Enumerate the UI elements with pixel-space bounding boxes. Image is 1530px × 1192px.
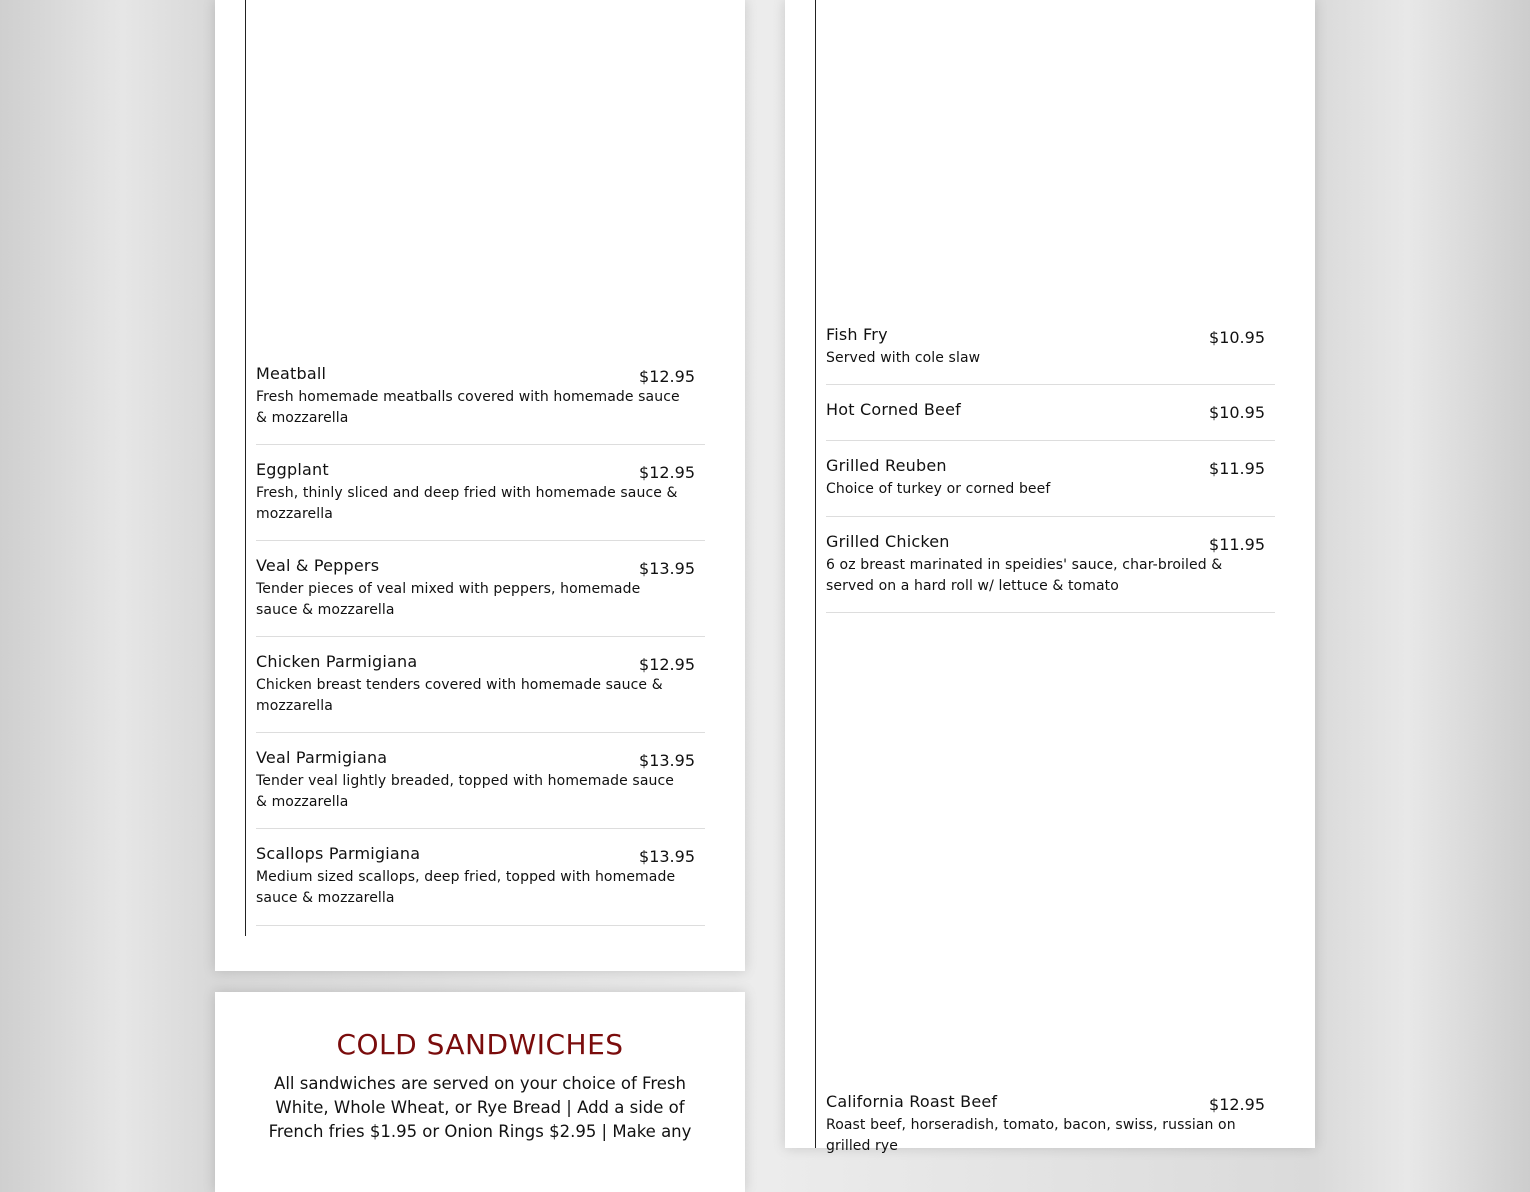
menu-item-description: Roast beef, horseradish, tomato, bacon, swiss, russian on grilled rye bbox=[826, 1117, 1236, 1154]
divider-line bbox=[245, 0, 246, 936]
cold-sandwiches-card bbox=[215, 992, 745, 1192]
menu-item-price: $10.95 bbox=[1209, 328, 1265, 347]
menu-item-description: Fresh, thinly sliced and deep fried with homemade sauce & mozzarella bbox=[256, 485, 678, 522]
menu-item-price: $12.95 bbox=[1209, 1095, 1265, 1114]
menu-item bbox=[256, 829, 705, 926]
menu-item-price: $13.95 bbox=[639, 751, 695, 770]
menu-item-name: Chicken Parmigiana bbox=[256, 652, 418, 671]
menu-item bbox=[826, 310, 1275, 385]
menu-item-price: $13.95 bbox=[639, 559, 695, 578]
section-title: COLD SANDWICHES bbox=[336, 1028, 624, 1061]
menu-item-description: Chicken breast tenders covered with homemade sauce & mozzarella bbox=[256, 677, 663, 714]
menu-item-description: Tender veal lightly breaded, topped with homemade sauce & mozzarella bbox=[256, 773, 674, 810]
menu-item bbox=[256, 445, 705, 541]
menu-item bbox=[826, 1077, 1275, 1167]
menu-item-price: $13.95 bbox=[639, 847, 695, 866]
menu-item-price: $12.95 bbox=[639, 463, 695, 482]
hot-sandwiches-card-right bbox=[785, 0, 1315, 1154]
menu-item-name: Veal Parmigiana bbox=[256, 748, 388, 767]
menu-item-description: Fresh homemade meatballs covered with homemade sauce & mozzarella bbox=[256, 389, 680, 426]
menu-item-name: Hot Corned Beef bbox=[826, 400, 961, 419]
menu-item-price: $10.95 bbox=[1209, 403, 1265, 422]
menu-item-name: Meatball bbox=[256, 364, 327, 383]
menu-item-description: Served with cole slaw bbox=[826, 350, 981, 366]
menu-item-name: California Roast Beef bbox=[826, 1092, 998, 1111]
menu-item bbox=[256, 541, 705, 637]
section-description: All sandwiches are served on your choice of Fresh White, Whole Wheat, or Rye Bread | Add a side of French fries $1.95 or Onion Rings $2.95 | Make any bbox=[268, 1074, 692, 1141]
menu-item bbox=[256, 637, 705, 733]
menu-item-price: $11.95 bbox=[1209, 535, 1265, 554]
menu-item-name: Fish Fry bbox=[826, 325, 888, 344]
menu-item bbox=[256, 349, 705, 445]
menu-item-price: $12.95 bbox=[639, 367, 695, 386]
menu-item bbox=[826, 517, 1275, 613]
menu-item bbox=[826, 441, 1275, 517]
menu-item-price: $11.95 bbox=[1209, 459, 1265, 478]
menu-item bbox=[826, 385, 1275, 441]
menu-item-price: $12.95 bbox=[639, 655, 695, 674]
menu-item-description: 6 oz breast marinated in speidies' sauce, char-broiled & served on a hard roll w/ lettuce & tomato bbox=[826, 557, 1223, 594]
hot-sandwiches-card-left bbox=[215, 0, 745, 971]
menu-item-name: Grilled Chicken bbox=[826, 532, 950, 551]
menu-item-name: Eggplant bbox=[256, 460, 329, 479]
menu-item-description: Medium sized scallops, deep fried, topped with homemade sauce & mozzarella bbox=[256, 869, 676, 906]
menu-item bbox=[256, 733, 705, 829]
divider-line bbox=[815, 0, 816, 1148]
menu-item-name: Grilled Reuben bbox=[826, 456, 947, 475]
menu-item-name: Veal & Peppers bbox=[256, 556, 380, 575]
menu-item-description: Tender pieces of veal mixed with peppers, homemade sauce & mozzarella bbox=[256, 581, 641, 618]
menu-item-name: Scallops Parmigiana bbox=[256, 844, 421, 863]
menu-item-description: Choice of turkey or corned beef bbox=[826, 481, 1051, 497]
